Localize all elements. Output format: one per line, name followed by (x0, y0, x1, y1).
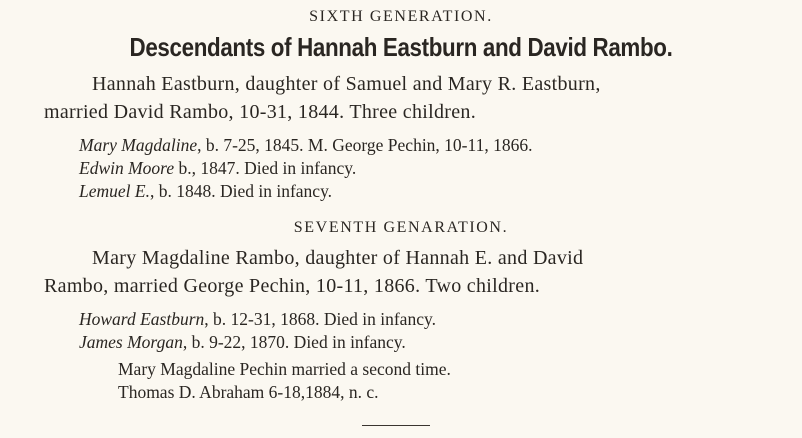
child-name: Mary Magdaline (79, 135, 198, 155)
list-item (79, 334, 406, 352)
note-line-2: Thomas D. Abraham 6-18,1884, n. c. (118, 382, 379, 402)
section-divider (362, 425, 430, 426)
seventh-generation-heading: SEVENTH GENARATION. (293, 219, 509, 236)
note-line-1: Mary Magdaline Pechin married a second time. (118, 359, 451, 379)
sixth-intro-line-1: Hannah Eastburn, daughter of Samuel and Mary R. Eastburn, (92, 73, 601, 95)
child-name: James Morgan (79, 332, 183, 352)
child-name: Howard Eastburn (79, 309, 205, 329)
list-item (79, 137, 533, 155)
child-details: b., 1847. Died in infancy. (174, 158, 357, 178)
sixth-generation-heading: SIXTH GENERATION. (309, 8, 493, 25)
child-details: , b. 7-25, 1845. M. George Pechin, 10-11, 1866. (197, 135, 533, 155)
seventh-intro-line-2: Rambo, married George Pechin, 10-11, 1866. Two children. (44, 275, 541, 297)
seventh-intro-line-1: Mary Magdaline Rambo, daughter of Hannah E. and David (92, 247, 584, 269)
list-item (79, 311, 436, 329)
child-name: Lemuel E. (79, 181, 150, 201)
list-item (79, 183, 332, 201)
sixth-intro-line-2: married David Rambo, 10-31, 1844. Three children. (44, 101, 476, 123)
child-name: Edwin Moore (79, 158, 175, 178)
child-details: , b. 9-22, 1870. Died in infancy. (182, 332, 406, 352)
child-details: , b. 12-31, 1868. Died in infancy. (204, 309, 436, 329)
child-details: , b. 1848. Died in infancy. (149, 181, 333, 201)
list-item (79, 160, 356, 178)
page-title: Descendants of Hannah Eastburn and David Rambo. (129, 32, 673, 62)
